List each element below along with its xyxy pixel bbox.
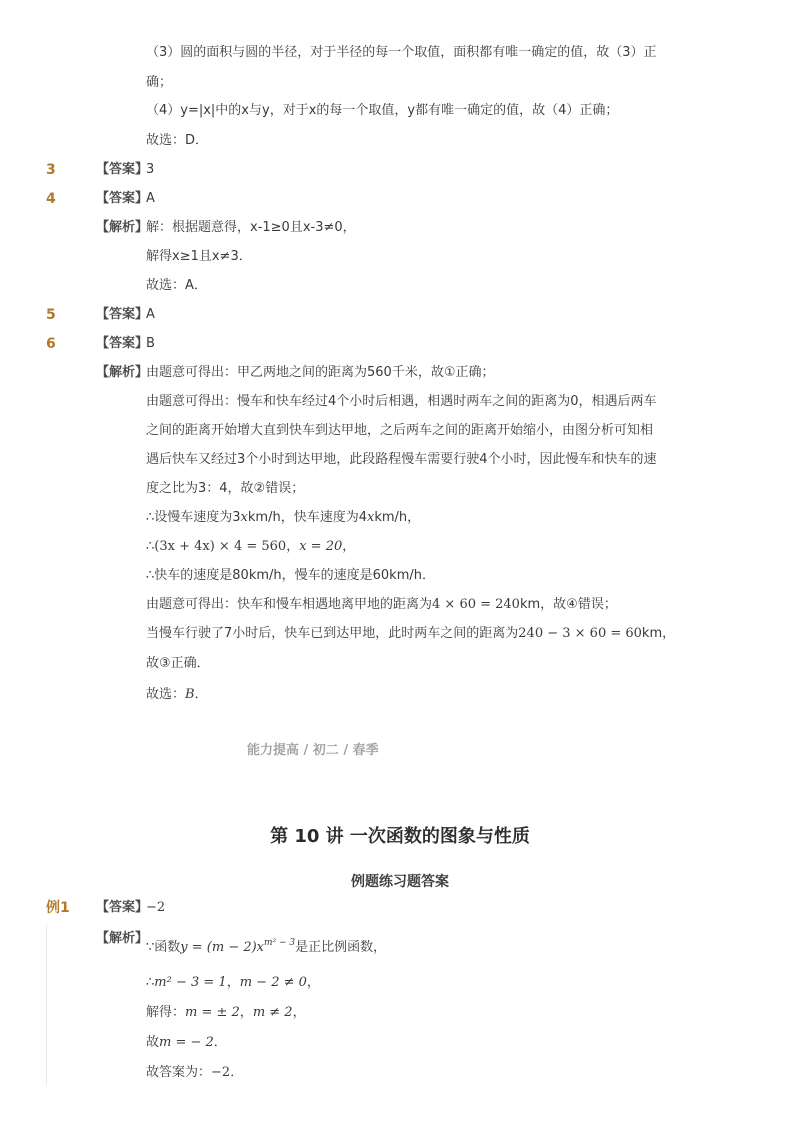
text-segment: 由题意可得出：快车和慢车相遇地离甲地的距离为: [146, 597, 433, 612]
text-line: [146, 937, 387, 956]
math-expression: −2: [211, 1065, 231, 1080]
question-number: 6: [46, 336, 56, 352]
text-segment: km，故④错误；: [519, 597, 617, 612]
math-expression: y = (m − 2)x: [180, 940, 265, 955]
text-segment: ，: [306, 975, 320, 990]
text-line: 由题意可得出：慢车和快车经过4个小时后相遇，相遇时两车之间的距离为0，相遇后两车: [146, 394, 657, 409]
text-segment: 是正比例函数，: [295, 940, 387, 955]
text-line: 遇后快车又经过3个小时到达甲地，此段路程慢车需要行驶4个小时，因此慢车和快车的速: [146, 452, 657, 467]
analysis-tag: 【解析】: [96, 365, 149, 380]
question-number: 3: [46, 162, 56, 178]
text-segment: km/h，: [374, 510, 421, 525]
section-title: 例题练习题答案: [351, 874, 449, 890]
answer-tag: 【答案】: [96, 191, 149, 206]
text-segment: km/h，快车速度为4: [247, 510, 367, 525]
text-segment: ，: [239, 1005, 253, 1020]
math-expression: x = 20: [299, 539, 343, 554]
text-line: 故③正确．: [146, 656, 210, 671]
math-exponent: m² − 3: [264, 937, 296, 948]
math-expression: (3x + 4x) × 4 = 560: [154, 539, 287, 554]
text-segment: km，: [641, 626, 676, 641]
math-expression: 240 − 3 × 60 = 60: [518, 626, 642, 641]
answer-tag: 【答案】: [96, 162, 149, 177]
text-line: 度之比为3：4，故②错误；: [146, 481, 305, 496]
text-line: [146, 510, 420, 526]
text-segment: ，: [286, 539, 300, 554]
analysis-tag: 【解析】: [96, 931, 149, 946]
text-line: [146, 1065, 243, 1081]
text-segment: 故答案为：: [146, 1065, 212, 1080]
math-expression: m² − 3 = 1: [154, 975, 227, 990]
text-line: （4）y=|x|中的x与y，对于x的每一个取值，y都有唯一确定的值，故（4）正确；: [146, 103, 619, 118]
math-expression: m = ± 2: [185, 1005, 240, 1020]
text-line: [146, 1035, 227, 1051]
text-segment: ．: [194, 687, 208, 702]
text-segment: ，: [342, 539, 356, 554]
chapter-title: 第 10 讲 一次函数的图象与性质: [270, 826, 530, 847]
answer-value: A: [146, 191, 155, 206]
text-line: [146, 597, 617, 613]
text-line: 确；: [146, 75, 173, 90]
answer-value: B: [146, 336, 155, 351]
question-number: 5: [46, 307, 56, 323]
math-variable: x: [366, 510, 375, 525]
example-number: 例1: [46, 900, 70, 916]
answer-tag: 【答案】: [96, 307, 149, 322]
answer-value: A: [146, 307, 155, 322]
question-number: 4: [46, 191, 56, 207]
text-segment: ∴: [146, 975, 155, 990]
text-segment: ∴: [146, 539, 155, 554]
text-line: 故选：A．: [146, 278, 207, 293]
page-footer: 能力提高 / 初二 / 春季: [247, 743, 379, 758]
text-segment: ．: [213, 1035, 227, 1050]
math-expression: m ≠ 2: [252, 1005, 293, 1020]
analysis-tag: 【解析】: [96, 220, 149, 235]
text-line: [146, 687, 208, 703]
math-expression: 4 × 60 = 240: [432, 597, 520, 612]
text-line: 解：根据题意得，x-1≥0且x-3≠0，: [146, 220, 356, 235]
text-line: [146, 975, 320, 991]
answer-value: −2: [146, 900, 166, 915]
text-segment: 故选：: [146, 687, 186, 702]
margin-rule: [46, 925, 47, 1085]
text-line: [146, 626, 675, 642]
text-line: 由题意可得出：甲乙两地之间的距离为560千米，故①正确；: [146, 365, 495, 380]
text-line: 之间的距离开始增大直到快车到达甲地，之后两车之间的距离开始缩小，由图分析可知相: [146, 423, 654, 438]
text-segment: ∵函数: [146, 940, 181, 955]
text-line: 解得x≥1且x≠3．: [146, 249, 252, 264]
text-segment: ∴设慢车速度为3: [146, 510, 241, 525]
text-line: ∴快车的速度是80km/h，慢车的速度是60km/h．: [146, 568, 435, 583]
text-line: [146, 539, 355, 555]
math-expression: m = − 2: [159, 1035, 214, 1050]
answer-value: 3: [146, 162, 155, 177]
math-expression: m − 2 ≠ 0: [239, 975, 307, 990]
text-line: 故选：D．: [146, 133, 209, 148]
text-segment: 当慢车行驶了7小时后，快车已到达甲地，此时两车之间的距离为: [146, 626, 519, 641]
answer-tag: 【答案】: [96, 900, 149, 915]
math-variable: x: [240, 510, 248, 525]
text-segment: 故: [146, 1035, 160, 1050]
text-segment: ．: [230, 1065, 244, 1080]
text-segment: 解得：: [146, 1005, 186, 1020]
text-segment: ，: [292, 1005, 306, 1020]
math-variable: B: [185, 687, 195, 702]
answer-tag: 【答案】: [96, 336, 149, 351]
text-segment: ，: [226, 975, 240, 990]
text-line: [146, 1005, 306, 1021]
text-line: （3）圆的面积与圆的半径，对于半径的每一个取值，面积都有唯一确定的值，故（3）正: [146, 45, 657, 60]
